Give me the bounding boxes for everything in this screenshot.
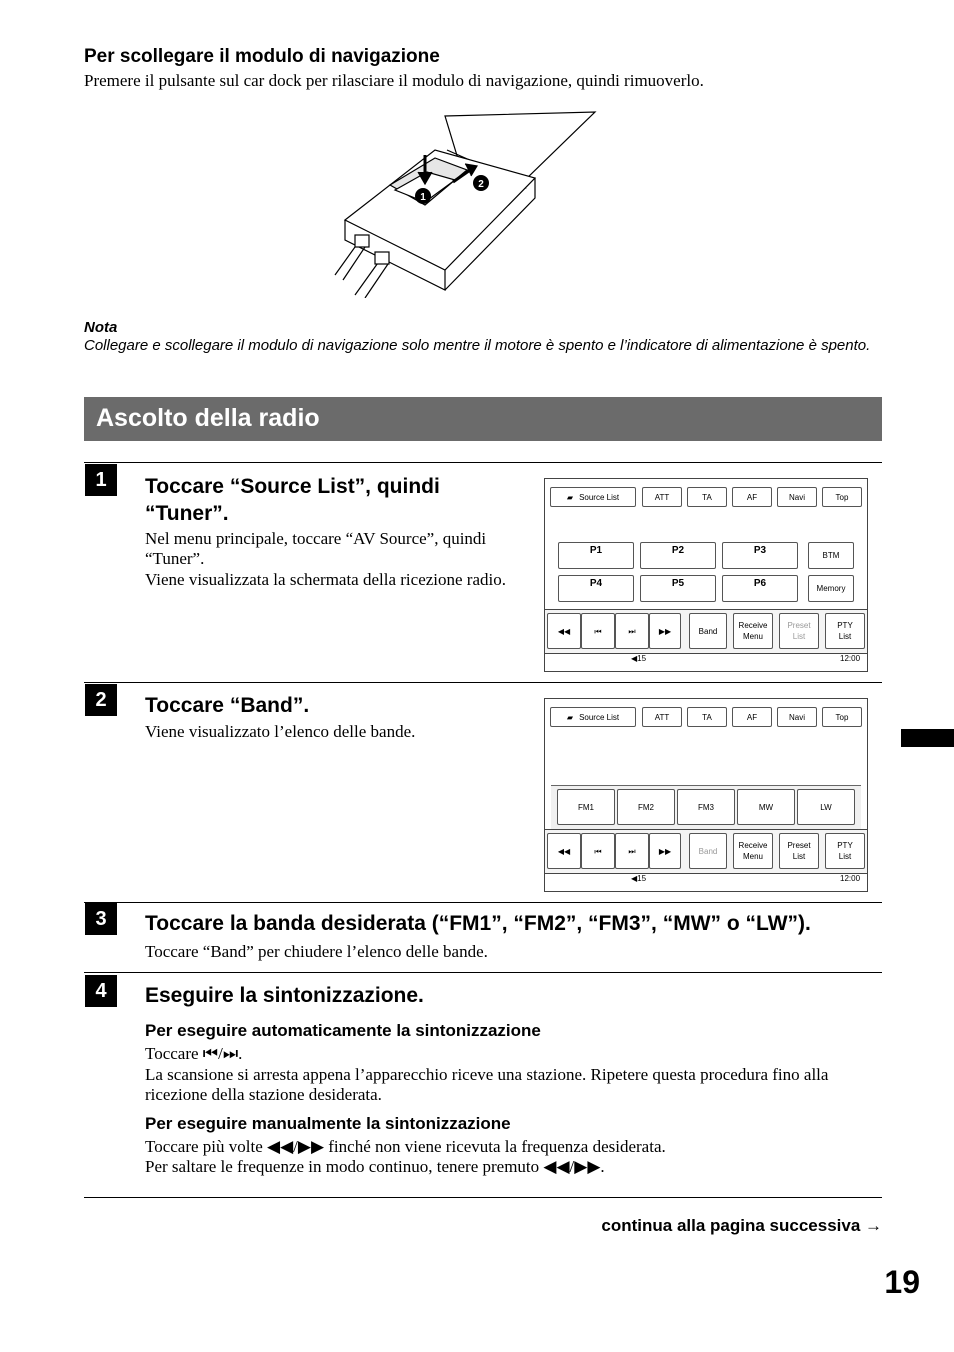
- preset-p5[interactable]: P5: [640, 575, 716, 602]
- step-number-4: 4: [85, 975, 117, 1007]
- preset-p4[interactable]: P4: [558, 575, 634, 602]
- step-number-2: 2: [85, 684, 117, 716]
- att-button[interactable]: ATT: [642, 707, 682, 727]
- clock: 12:00: [840, 874, 861, 883]
- step-3-title: Toccare la banda desiderata (“FM1”, “FM2”, “FM3”, “MW” o “LW”).: [145, 912, 811, 935]
- step-number-3: 3: [85, 903, 117, 935]
- seek-forward-button[interactable]: ▶▶: [649, 833, 681, 869]
- seek-back-button[interactable]: ◀◀: [547, 613, 581, 649]
- preset-p2[interactable]: P2: [640, 542, 716, 569]
- side-tab: [901, 729, 954, 747]
- band-fm1[interactable]: FM1: [557, 789, 615, 825]
- source-icon: ▰: [566, 712, 574, 722]
- callout-1: 1: [420, 192, 426, 203]
- auto-tuning-title: Per eseguire automaticamente la sintonizzazione: [145, 1021, 541, 1040]
- step-1-title: Toccare “Source List”, quindi “Tuner”.: [145, 475, 440, 525]
- divider: [84, 462, 882, 463]
- note-label: Nota: [84, 319, 118, 336]
- step-4-title: Eseguire la sintonizzazione.: [145, 984, 424, 1007]
- page-number: 19: [884, 1264, 920, 1300]
- divider: [84, 682, 882, 683]
- memory-button[interactable]: Memory: [808, 575, 854, 602]
- pty-list-button[interactable]: PTY List: [825, 833, 865, 869]
- tuner-screen-1: [544, 478, 868, 672]
- preset-p6[interactable]: P6: [722, 575, 798, 602]
- volume-icon: ◀: [631, 654, 638, 663]
- manual-tuning-text-2: Per saltare le frequenze in modo continuo, tenere premuto ◀◀/▶▶.: [145, 1157, 605, 1176]
- band-fm2[interactable]: FM2: [617, 789, 675, 825]
- divider: [84, 902, 882, 903]
- callout-2: 2: [478, 179, 484, 190]
- seek-forward-button[interactable]: ▶▶: [649, 613, 681, 649]
- source-list-button[interactable]: ▰ Source List: [550, 487, 636, 507]
- top-button[interactable]: Top: [822, 487, 862, 507]
- volume-indicator: ◀15: [631, 874, 647, 883]
- prev-button[interactable]: ⏮: [581, 613, 615, 649]
- section-title: Ascolto della radio: [96, 404, 320, 432]
- top-button[interactable]: Top: [822, 707, 862, 727]
- clock: 12:00: [840, 654, 861, 663]
- receive-menu-button[interactable]: Receive Menu: [733, 613, 773, 649]
- step-number-1: 1: [85, 464, 117, 496]
- divider: [84, 1197, 882, 1198]
- control-bar: [545, 829, 867, 874]
- band-lw[interactable]: LW: [797, 789, 855, 825]
- af-button[interactable]: AF: [732, 707, 772, 727]
- band-fm3[interactable]: FM3: [677, 789, 735, 825]
- section-header: [84, 397, 882, 441]
- note-text: Collegare e scollegare il modulo di navigazione solo mentre il motore è spento e l’indicatore di alimentazione è spento.: [84, 337, 871, 354]
- step-2-text: Viene visualizzato l’elenco delle bande.: [145, 722, 416, 741]
- prev-button[interactable]: ⏮: [581, 833, 615, 869]
- navi-button[interactable]: Navi: [777, 487, 817, 507]
- manual-tuning-text-1: Toccare più volte ◀◀/▶▶ finché non viene ricevuta la frequenza desiderata.: [145, 1137, 666, 1156]
- pty-list-button[interactable]: PTY List: [825, 613, 865, 649]
- next-button[interactable]: ⏭: [615, 613, 649, 649]
- preset-list-button[interactable]: Preset List: [779, 613, 819, 649]
- remove-module-text: Premere il pulsante sul car dock per rilasciare il modulo di navigazione, quindi rimuoverlo.: [84, 71, 704, 90]
- band-mw[interactable]: MW: [737, 789, 795, 825]
- band-button[interactable]: Band: [689, 613, 727, 649]
- step-3-text: Toccare “Band” per chiudere l’elenco delle bande.: [145, 942, 488, 961]
- manual-tuning-title: Per eseguire manualmente la sintonizzazione: [145, 1114, 511, 1133]
- car-dock-illustration: [325, 110, 600, 298]
- step-1-text-1: Nel menu principale, toccare “AV Source”, quindi “Tuner”.: [145, 529, 487, 568]
- tuner-screen-2: [544, 698, 868, 892]
- preset-list-button[interactable]: Preset List: [779, 833, 819, 869]
- receive-menu-button[interactable]: Receive Menu: [733, 833, 773, 869]
- next-button[interactable]: ⏭: [615, 833, 649, 869]
- source-list-button[interactable]: ▰ Source List: [550, 707, 636, 727]
- auto-tuning-text-2: La scansione si arresta appena l’apparecchio riceve una stazione. Ripetere questa procedura fino alla ricezione della stazione desiderata.: [145, 1065, 829, 1104]
- auto-tuning-text-1: Toccare ⏮/⏭.: [145, 1044, 243, 1063]
- step-2-title: Toccare “Band”.: [145, 694, 310, 717]
- ta-button[interactable]: TA: [687, 707, 727, 727]
- divider: [84, 972, 882, 973]
- continue-label: continua alla pagina successiva →: [601, 1216, 882, 1235]
- preset-p3[interactable]: P3: [722, 542, 798, 569]
- remove-module-title: Per scollegare il modulo di navigazione: [84, 46, 440, 67]
- band-button[interactable]: Band: [689, 833, 727, 869]
- btm-button[interactable]: BTM: [808, 542, 854, 569]
- att-button[interactable]: ATT: [642, 487, 682, 507]
- control-bar: [545, 609, 867, 654]
- preset-p1[interactable]: P1: [558, 542, 634, 569]
- ta-button[interactable]: TA: [687, 487, 727, 507]
- source-icon: ▰: [566, 492, 574, 502]
- seek-back-button[interactable]: ◀◀: [547, 833, 581, 869]
- af-button[interactable]: AF: [732, 487, 772, 507]
- volume-icon: ◀: [631, 874, 638, 883]
- navi-button[interactable]: Navi: [777, 707, 817, 727]
- volume-indicator: ◀15: [631, 654, 647, 663]
- step-1-text-2: Viene visualizzata la schermata della ricezione radio.: [145, 570, 506, 589]
